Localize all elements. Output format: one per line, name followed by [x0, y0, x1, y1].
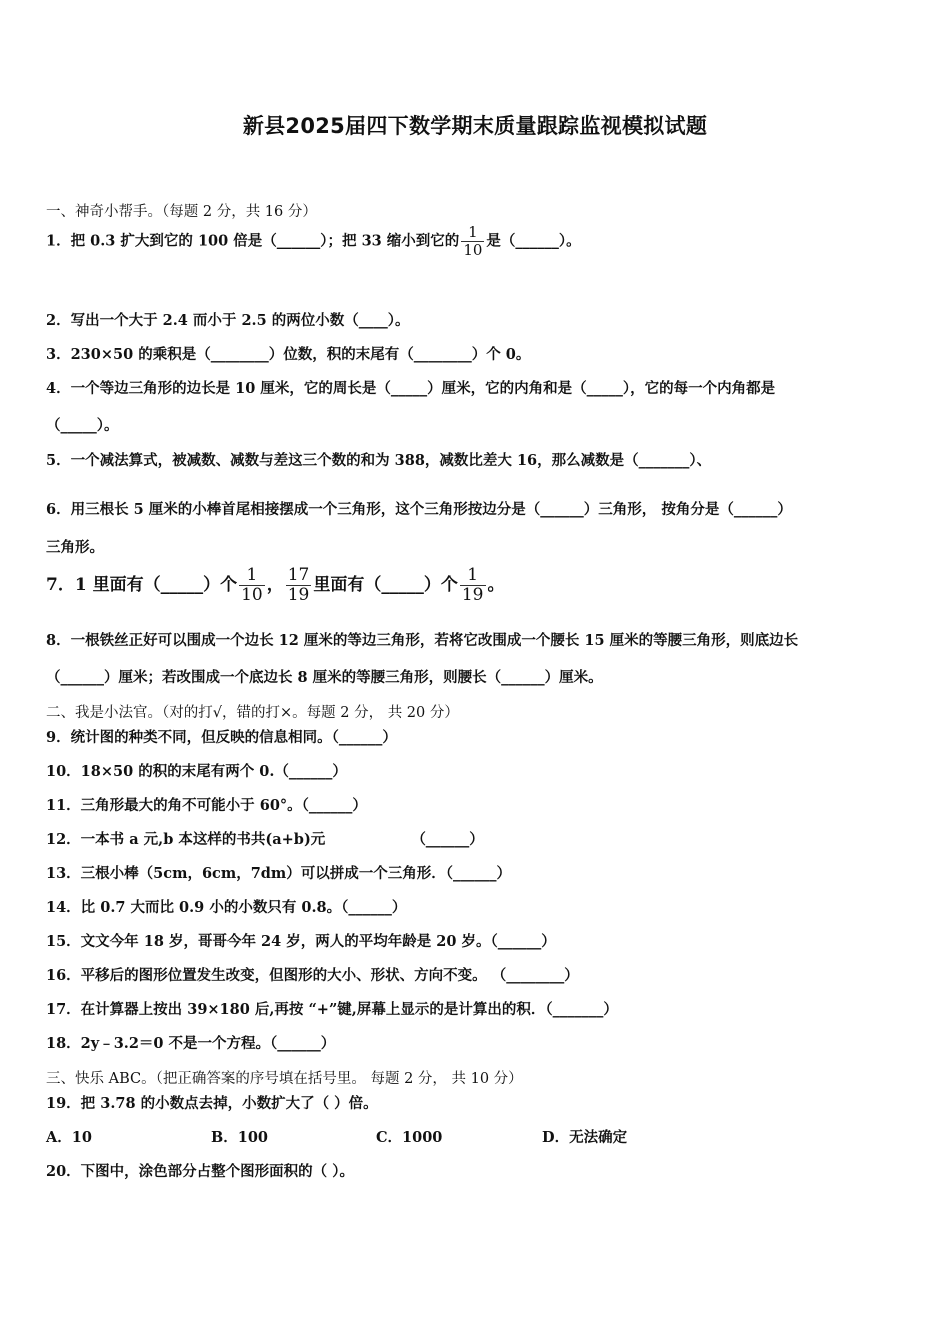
section-1-header: 一、神奇小帮手。（每题 2 分，共 16 分）: [46, 204, 317, 220]
question-7-text-a: 7．1 里面有（_____）个: [46, 575, 238, 595]
question-7: [46, 566, 505, 605]
question-4-line-1: 4．一个等边三角形的边长是 10 厘米，它的周长是（_____）厘米，它的内角和是（_____），它的每一个内角都是: [46, 380, 776, 397]
question-7-text-b: 里面有（_____）个: [313, 575, 458, 595]
question-3: 3．230×50 的乘积是（________）位数，积的末尾有（________）个 0。: [46, 346, 531, 363]
fraction-1-10: $\frac{1}{10}$: [463, 223, 483, 259]
question-6-line-1: 6．用三根长 5 厘米的小棒首尾相接摆成一个三角形，这个三角形按边分是（______）三角形， 按角分是（______）: [46, 501, 792, 518]
fraction-1-10-b: $\frac{1}{10}$: [241, 565, 263, 605]
question-12-text: 12．一本书 a 元,b 本这样的书共(a+b)元: [46, 831, 326, 848]
question-1: [46, 224, 581, 259]
question-19-options: [46, 1128, 746, 1148]
question-8-line-2: （______）厘米；若改围成一个底边长 8 厘米的等腰三角形，则腰长（______）厘米。: [46, 669, 603, 686]
option-d[interactable]: D．无法确定: [542, 1129, 628, 1146]
section-2-header: 二、我是小法官。（对的打√，错的打×。每题 2 分， 共 20 分）: [46, 705, 459, 721]
question-14: 14．比 0.7 大而比 0.9 小的小数只有 0.8。（______）: [46, 899, 407, 916]
question-2: 2．写出一个大于 2.4 而小于 2.5 的两位小数（____）。: [46, 312, 410, 329]
page-title: 新县2025届四下数学期末质量跟踪监视模拟试题: [242, 114, 708, 138]
question-1-text-a: 1．把 0.3 扩大到它的 100 倍是（______）；把 33 缩小到它的: [46, 232, 460, 250]
option-b[interactable]: B．100: [211, 1129, 269, 1146]
option-c[interactable]: C．1000: [376, 1129, 443, 1146]
question-12: [46, 830, 484, 850]
question-15: 15．文文今年 18 岁，哥哥今年 24 岁，两人的平均年龄是 20 岁。（______）: [46, 933, 556, 950]
question-10: 10．18×50 的积的末尾有两个 0.（______）: [46, 763, 347, 780]
fraction-17-19: $\frac{17}{19}$: [287, 565, 310, 605]
question-8-line-1: 8．一根铁丝正好可以围成一个边长 12 厘米的等边三角形，若将它改围成一个腰长 15 厘米的等腰三角形，则底边长: [46, 632, 799, 649]
question-20: 20．下图中，涂色部分占整个图形面积的（ ）。: [46, 1163, 354, 1180]
question-12-blank: （______）: [411, 831, 484, 848]
question-7-sep: ，: [266, 575, 284, 595]
fraction-1-19: $\frac{1}{19}$: [461, 565, 484, 605]
option-a[interactable]: A．10: [46, 1129, 92, 1146]
question-13: 13．三根小棒（5cm，6cm，7dm）可以拼成一个三角形．（______）: [46, 865, 512, 882]
question-6-line-2: 三角形。: [46, 539, 104, 556]
question-17: 17．在计算器上按出 39×180 后,再按 “+”键,屏幕上显示的是计算出的积．（_______）: [46, 1001, 618, 1018]
question-1-text-b: 是（______）。: [486, 232, 581, 250]
question-4-line-2: （_____）。: [46, 417, 119, 434]
question-11: 11．三角形最大的角不可能小于 60°。（______）: [46, 797, 367, 814]
question-19: 19．把 3.78 的小数点去掉，小数扩大了（ ）倍。: [46, 1095, 378, 1112]
question-7-end: 。: [487, 575, 505, 595]
question-18: 18．2y﹣3.2＝0 不是一个方程。（______）: [46, 1035, 336, 1052]
question-5: 5．一个减法算式，被减数、减数与差这三个数的和为 388，减数比差大 16，那么减数是（_______）、: [46, 452, 712, 469]
question-9: 9．统计图的种类不同，但反映的信息相同。（______）: [46, 729, 397, 746]
section-3-header: 三、快乐 ABC。（把正确答案的序号填在括号里。 每题 2 分， 共 10 分）: [46, 1071, 523, 1087]
question-16: 16．平移后的图形位置发生改变，但图形的大小、形状、方向不变。 （________）: [46, 967, 579, 984]
